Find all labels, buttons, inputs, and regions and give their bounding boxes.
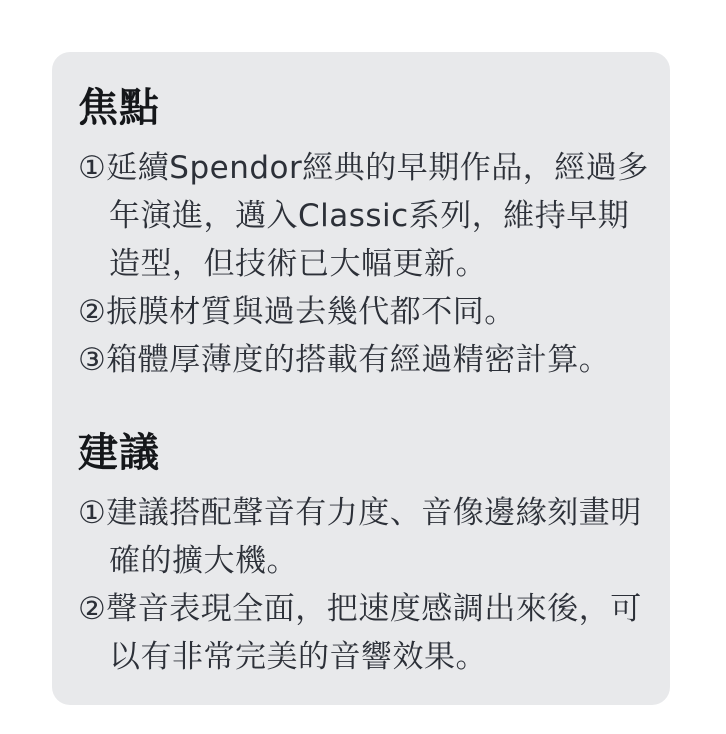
item-marker: ② bbox=[78, 591, 107, 627]
item-text: 箱體厚薄度的搭載有經過精密計算。 bbox=[106, 342, 611, 378]
suggestion-item-2 bbox=[78, 585, 656, 681]
focus-item-3 bbox=[78, 336, 656, 384]
review-notes-card bbox=[52, 52, 670, 705]
focus-heading: 焦點 bbox=[78, 85, 160, 131]
item-text: 聲音表現全面，把速度感調出來後，可以有非常完美的音響效果。 bbox=[106, 591, 642, 675]
item-marker: ① bbox=[78, 495, 107, 531]
item-text: 建議搭配聲音有力度、音像邊緣刻畫明確的擴大機。 bbox=[106, 495, 642, 579]
focus-item-1 bbox=[78, 144, 656, 288]
item-marker: ② bbox=[78, 294, 107, 330]
suggestion-item-1 bbox=[78, 489, 656, 585]
focus-item-2 bbox=[78, 288, 656, 336]
item-marker: ① bbox=[78, 150, 107, 186]
section-suggestion bbox=[78, 430, 656, 681]
section-focus bbox=[78, 85, 656, 384]
item-text: 振膜材質與過去幾代都不同。 bbox=[106, 294, 516, 330]
item-text: 延續Spendor經典的早期作品，經過多年演進，邁入Classic系列，維持早期造型，但技術已大幅更新。 bbox=[106, 150, 649, 282]
item-marker: ③ bbox=[78, 342, 107, 378]
suggestion-heading: 建議 bbox=[78, 430, 160, 476]
